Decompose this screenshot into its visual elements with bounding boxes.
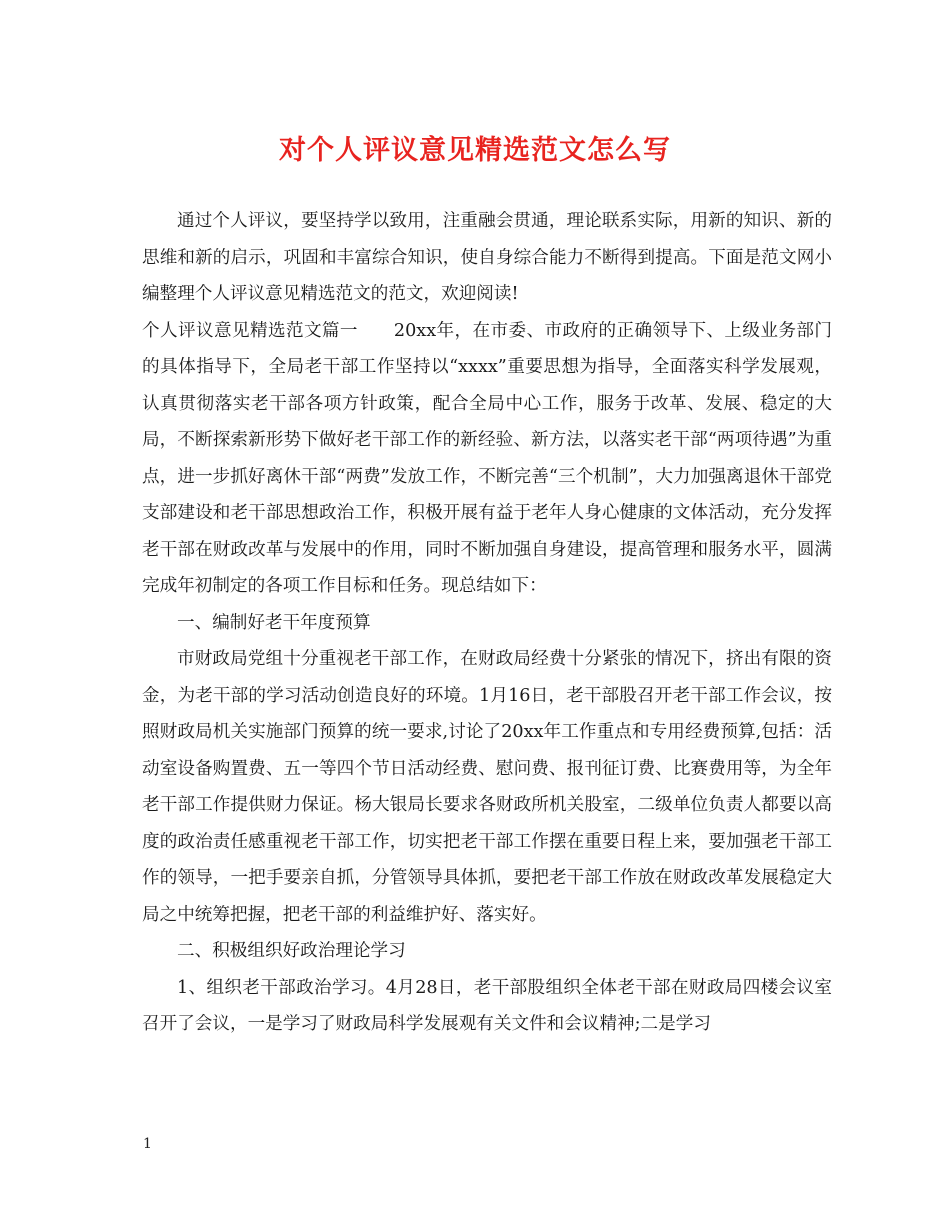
paragraph-study: 1、组织老干部政治学习。4月28日，老干部股组织全体老干部在财政局四楼会议室召开了会议，一是学习了财政局科学发展观有关文件和会议精神;二是学习 bbox=[142, 977, 832, 1034]
page-number: 1 bbox=[143, 1136, 152, 1152]
heading-budget: 一、编制好老干年度预算 bbox=[177, 612, 371, 633]
paragraph-budget: 市财政局党组十分重视老干部工作，在财政局经费十分紧张的情况下，挤出有限的资金，为老干部的学习活动创造良好的环境。1月16日，老干部股召开老干部工作会议，按照财政局机关实施部门预算的统一要求,讨论了20xx年工作重点和专用经费预算,包括：活动室设备购置费、五一等四个节日活动经费、慰问费、报刊征订费、比赛费用等，为全年老干部工作提供财力保证。杨大银局长要求各财政所机关股室，二级单位负责人都要以高度的政治责任感重视老干部工作，切实把老干部工作摆在重要日程上来，要加强老干部工作的领导，一把手要亲自抓，分管领导具体抓，要把老干部工作放在财政改革发展稳定大局之中统筹把握，把老干部的利益维护好、落实好。 bbox=[142, 649, 832, 925]
heading-study: 二、积极组织好政治理论学习 bbox=[177, 941, 406, 961]
paragraph-section-one: 个人评议意见精选范文篇一 20xx年，在市委、市政府的正确领导下、上级业务部门的具体指导下，全局老干部工作坚持以“xxxx”重要思想为指导，全面落实科学发展观，认真贯彻落实老干部各项方针政策，配合全局中心工作，服务于改革、发展、稳定的大局，不断探索新形势下做好老干部工作的新经验、新方法，以落实老干部“两项待遇”为重点，进一步抓好离休干部“两费”发放工作，不断完善“三个机制”，大力加强离退休干部党支部建设和老干部思想政治工作，积极开展有益于老年人身心健康的文体活动，充分发挥老干部在财政改革与发展中的作用，同时不断加强自身建设，提高管理和服务水平，圆满完成年初制定的各项工作目标和任务。现总结如下： bbox=[142, 320, 832, 596]
paragraph-intro: 通过个人评议，要坚持学以致用，注重融会贯通，理论联系实际，用新的知识、新的思维和新的启示，巩固和丰富综合知识，使自身综合能力不断得到提高。下面是范文网小编整理个人评议意见精选范文的范文，欢迎阅读! bbox=[142, 211, 832, 304]
document-body bbox=[142, 203, 832, 1043]
page-title: 对个人评议意见精选范文怎么写 bbox=[279, 135, 671, 166]
